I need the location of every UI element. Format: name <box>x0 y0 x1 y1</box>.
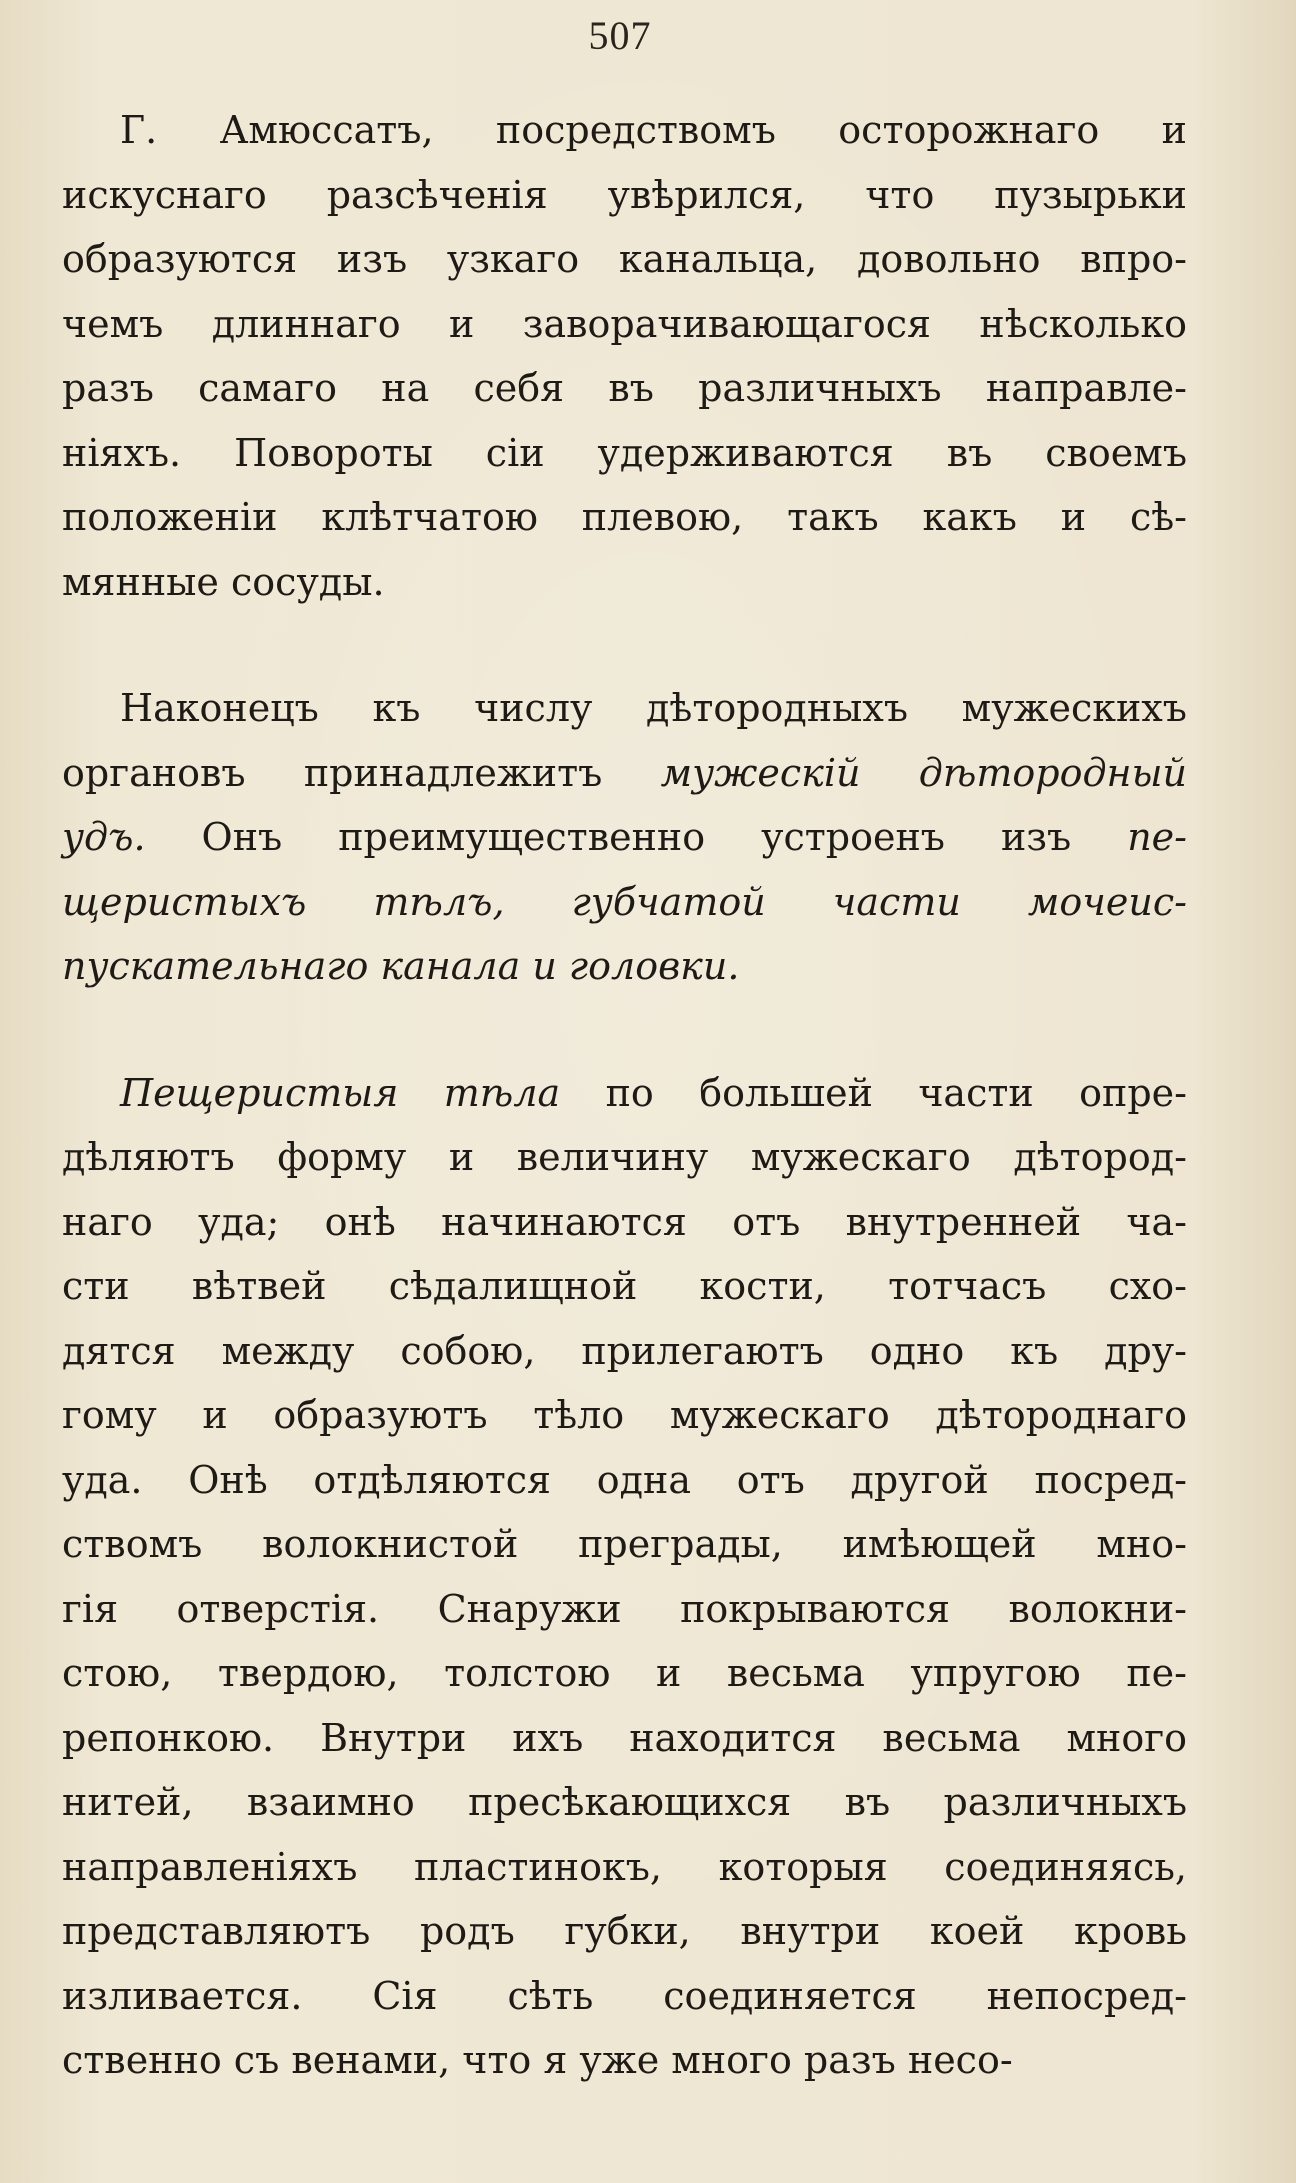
italic-text: удъ. <box>62 815 146 859</box>
body-text <box>62 98 1187 2093</box>
text-line <box>62 1125 1187 1190</box>
paragraph-gap <box>62 999 1187 1061</box>
paragraph-gap <box>62 614 1187 676</box>
text-segment: стою, твердою, толстою и весьма упругою пе- <box>62 1651 1187 1695</box>
text-segment: мянные сосуды. <box>62 559 385 604</box>
text-segment: органовъ принадлежитъ <box>62 750 661 795</box>
paragraph <box>62 1061 1187 2093</box>
text-segment: представляютъ родъ губки, внутри коей кровь <box>62 1909 1187 1953</box>
text-segment: Онъ преимущественно устроенъ изъ <box>145 815 1128 859</box>
text-segment: Наконецъ къ числу дѣтородныхъ мужескихъ <box>120 686 1187 730</box>
text-segment: разъ самаго на себя въ различныхъ направле- <box>62 366 1187 410</box>
text-line <box>62 676 1187 741</box>
text-segment: искуснаго разсѣченія увѣрился, что пузырьки <box>62 172 1187 217</box>
text-segment: сти вѣтвей сѣдалищной кости, тотчасъ схо- <box>62 1264 1187 1308</box>
text-line <box>62 1577 1187 1642</box>
paragraph <box>62 98 1187 614</box>
text-segment: наго уда; онѣ начинаются отъ внутренней ча- <box>62 1199 1187 1244</box>
text-segment: по большей части опре- <box>560 1070 1187 1115</box>
text-line <box>62 485 1187 550</box>
text-line <box>62 1383 1187 1448</box>
text-line <box>62 1964 1187 2029</box>
text-line <box>62 1706 1187 1771</box>
italic-text: щеристыхъ тѣлъ, губчатой части мочеис- <box>62 879 1187 924</box>
text-segment: ніяхъ. Повороты сіи удерживаются въ своемъ <box>62 430 1187 475</box>
text-segment: направленіяхъ пластинокъ, которыя соединяясь, <box>62 1844 1187 1889</box>
text-segment: чемъ длиннаго и заворачивающагося нѣсколько <box>62 301 1187 346</box>
text-line <box>62 1899 1187 1964</box>
text-line <box>62 550 1187 615</box>
text-line <box>62 1061 1187 1126</box>
text-line <box>62 421 1187 486</box>
text-segment: дѣляютъ форму и величину мужескаго дѣтород- <box>62 1135 1187 1179</box>
text-line <box>62 870 1187 935</box>
text-segment: ствомъ волокнистой преграды, имѣющей мно- <box>62 1522 1187 1566</box>
text-line <box>62 934 1187 999</box>
text-line <box>62 1770 1187 1835</box>
text-segment: репонкою. Внутри ихъ находится весьма много <box>62 1715 1187 1760</box>
text-segment: гія отверстія. Снаружи покрываются волокни- <box>62 1586 1187 1631</box>
paragraph <box>62 676 1187 999</box>
italic-text: мужескій дѣтородный <box>660 750 1187 795</box>
text-line <box>62 1448 1187 1513</box>
text-segment: ственно съ венами, что я уже много разъ несо- <box>62 2038 1013 2082</box>
text-line <box>62 1512 1187 1577</box>
text-line <box>62 98 1187 163</box>
text-segment: уда. Онѣ отдѣляются одна отъ другой посред- <box>62 1457 1187 1502</box>
text-segment: нитей, взаимно пресѣкающихся въ различныхъ <box>62 1780 1187 1824</box>
text-line <box>62 1190 1187 1255</box>
text-line <box>62 1835 1187 1900</box>
italic-text: пе- <box>1127 815 1187 859</box>
text-segment: Г. Амюссатъ, посредствомъ осторожнаго и <box>120 108 1187 152</box>
text-line <box>62 163 1187 228</box>
text-line <box>62 805 1187 870</box>
text-line <box>62 741 1187 806</box>
text-line <box>62 1641 1187 1706</box>
italic-text: пускательнаго канала и головки. <box>62 944 740 988</box>
text-line <box>62 1319 1187 1384</box>
text-segment: изливается. Сія сѣть соединяется непосред- <box>62 1973 1187 2018</box>
text-segment: положеніи клѣтчатою плевою, такъ какъ и сѣ- <box>62 495 1187 539</box>
text-segment: дятся между собою, прилегаютъ одно къ дру- <box>62 1328 1187 1373</box>
page-number: 507 <box>588 13 652 58</box>
text-line <box>62 2028 1187 2093</box>
text-segment: гому и образуютъ тѣло мужескаго дѣтороднаго <box>62 1393 1187 1437</box>
text-line <box>62 292 1187 357</box>
text-line <box>62 227 1187 292</box>
text-segment: образуются изъ узкаго канальца, довольно впро- <box>62 237 1187 281</box>
text-line <box>62 1254 1187 1319</box>
italic-text: Пещеристыя тѣла <box>120 1070 561 1115</box>
text-line <box>62 356 1187 421</box>
